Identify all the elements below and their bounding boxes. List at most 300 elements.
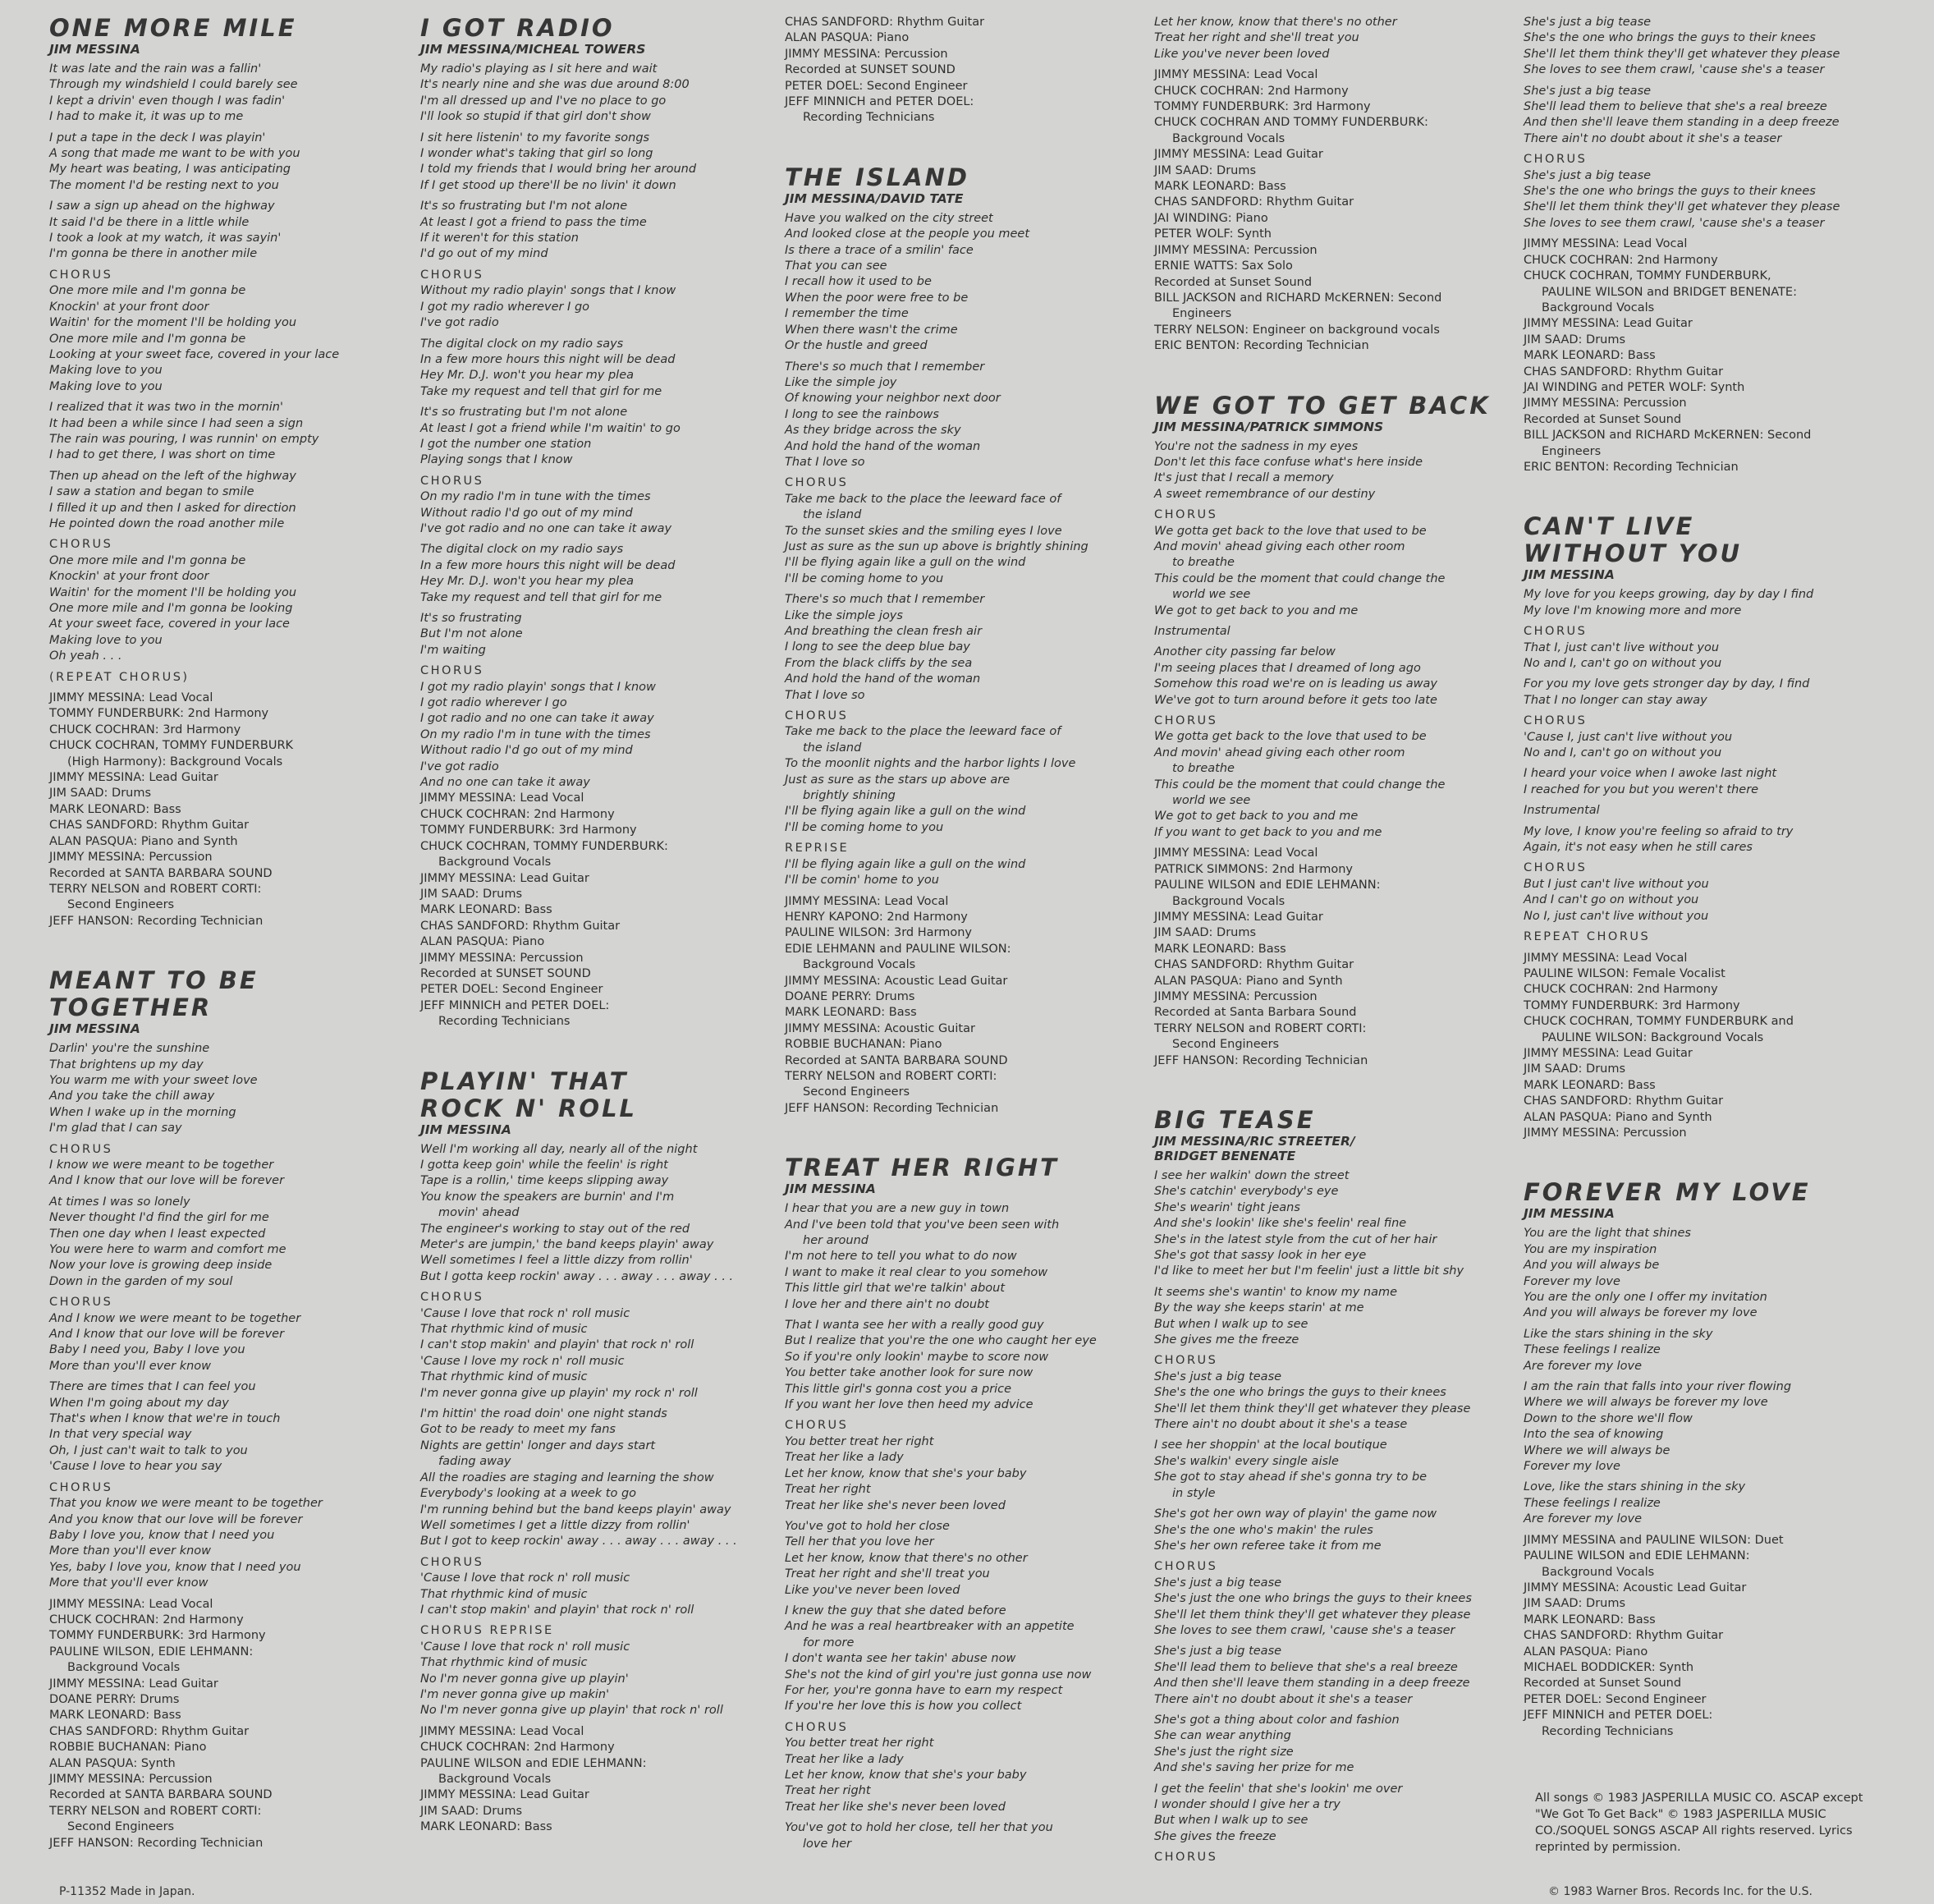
lyric-line: It's so frustrating but I'm not alone bbox=[420, 200, 628, 213]
musician-credit: HENRY KAPONO: 2nd Harmony bbox=[785, 910, 968, 924]
lyric-line: As they bridge across the sky bbox=[785, 424, 961, 438]
lyric-line: I'm never gonna give up makin' bbox=[420, 1687, 610, 1701]
lyric-line: I saw a sign up ahead on the highway bbox=[49, 200, 275, 213]
label-copyright: © 1983 Warner Bros. Records Inc. for the U.S. bbox=[1548, 1885, 1813, 1898]
lyric-line: Take me back to the place the leeward face of bbox=[785, 492, 1061, 506]
lyric-line: Without radio I'd go out of my mind bbox=[420, 744, 633, 758]
lyric-line: Down to the shore we'll flow bbox=[1524, 1411, 1693, 1425]
song-title-line: PLAYIN' THAT bbox=[420, 1067, 629, 1095]
lyrics-column bbox=[1154, 15, 1499, 1904]
lyric-line: You warm me with your sweet love bbox=[49, 1073, 258, 1087]
lyric-line: We've got to turn around before it gets too late bbox=[1154, 693, 1437, 707]
musician-credit: PETER DOEL: Second Engineer bbox=[785, 79, 968, 93]
section-label: CHORUS bbox=[785, 476, 849, 490]
musician-credit: CHAS SANDFORD: Rhythm Guitar bbox=[785, 16, 985, 29]
song-title-line: I GOT RADIO bbox=[420, 14, 615, 42]
lyric-line: fading away bbox=[438, 1455, 511, 1469]
lyric-line: She's got her own way of playin' the game now bbox=[1154, 1507, 1437, 1521]
lyric-line: But I gotta keep rockin' away . . . away . . . away . . . bbox=[420, 1269, 734, 1283]
lyric-line: 'Cause I love that rock n' roll music bbox=[420, 1571, 630, 1585]
lyric-line: She can wear anything bbox=[1154, 1729, 1291, 1743]
lyric-line: Making love to you bbox=[49, 633, 163, 647]
lyrics-column bbox=[1524, 15, 1885, 1778]
lyric-line: Love, like the stars shining in the sky bbox=[1524, 1480, 1746, 1494]
lyric-line: Let her know, know that there's no other bbox=[785, 1551, 1028, 1565]
section-label: CHORUS bbox=[1154, 508, 1218, 522]
lyric-line: I've got radio bbox=[420, 759, 499, 773]
lyric-line: I long to see the deep blue bay bbox=[785, 640, 970, 654]
copyright-notice: All songs © 1983 JASPERILLA MUSIC CO. ASCAP except "We Got To Get Back" © 1983 JASPERILLA MUSIC CO./SOQUEL SONGS ASCAP All rights reserved. Lyrics reprinted by permission. bbox=[1535, 1792, 1863, 1854]
lyric-line: One more mile and I'm gonna be bbox=[49, 284, 246, 298]
musician-credit: CHAS SANDFORD: Rhythm Guitar bbox=[49, 1724, 250, 1738]
section-label: CHORUS bbox=[785, 1720, 849, 1734]
section-label: CHORUS bbox=[1154, 714, 1218, 728]
lyric-line: I'm never gonna give up playin' my rock n' roll bbox=[420, 1386, 698, 1400]
musician-credit: JIMMY MESSINA: Percussion bbox=[49, 851, 213, 865]
lyric-line: Take my request and tell that girl for me bbox=[420, 384, 662, 398]
lyric-line: She's walkin' every single aisle bbox=[1154, 1454, 1339, 1468]
lyric-line: I'd like to meet her but I'm feelin' just a little bit shy bbox=[1154, 1264, 1464, 1278]
lyric-line: Are forever my love bbox=[1524, 1359, 1643, 1373]
musician-credit: Second Engineers bbox=[67, 1820, 175, 1834]
musician-credit: CHAS SANDFORD: Rhythm Guitar bbox=[1154, 195, 1354, 209]
musician-credit: MARK LEONARD: Bass bbox=[420, 1820, 552, 1834]
lyric-line: She's catchin' everybody's eye bbox=[1154, 1185, 1339, 1199]
musician-credit: CHAS SANDFORD: Rhythm Guitar bbox=[1524, 1094, 1724, 1108]
musician-credit: CHAS SANDFORD: Rhythm Guitar bbox=[1524, 1629, 1724, 1643]
musician-credit: MARK LEONARD: Bass bbox=[1524, 1078, 1656, 1092]
lyric-line: Well sometimes I feel a little dizzy from rollin' bbox=[420, 1254, 693, 1268]
lyric-line: I'm seeing places that I dreamed of long ago bbox=[1154, 661, 1421, 675]
lyric-line: Never thought I'd find the girl for me bbox=[49, 1211, 269, 1225]
lyric-line: Darlin' you're the sunshine bbox=[49, 1042, 210, 1056]
musician-credit: CHUCK COCHRAN, TOMMY FUNDERBURK and bbox=[1524, 1015, 1794, 1029]
musician-credit: Recording Technicians bbox=[803, 111, 935, 125]
lyric-line: It was late and the rain was a fallin' bbox=[49, 62, 262, 76]
lyric-line: I'll be coming home to you bbox=[785, 820, 944, 834]
musician-credit: ALAN PASQUA: Piano bbox=[1524, 1645, 1648, 1659]
lyric-line: In a few more hours this night will be dead bbox=[420, 558, 676, 572]
lyric-line: There ain't no doubt about it she's a tease bbox=[1154, 1418, 1408, 1432]
lyric-line: We got to get back to you and me bbox=[1154, 603, 1359, 617]
lyric-line: Instrumental bbox=[1154, 625, 1231, 638]
lyric-line: I'm gonna be there in another mile bbox=[49, 247, 258, 261]
lyric-line: I filled it up and then I asked for direction bbox=[49, 501, 296, 515]
musician-credit: ERNIE WATTS: Sax Solo bbox=[1154, 259, 1293, 273]
musician-credit: Background Vocals bbox=[1172, 131, 1286, 145]
musician-credit: MARK LEONARD: Bass bbox=[1524, 349, 1656, 363]
musician-credit: JEFF HANSON: Recording Technician bbox=[49, 1836, 264, 1850]
lyric-line: A song that made me want to be with you bbox=[49, 147, 300, 161]
lyric-line: Let her know, know that there's no other bbox=[1154, 16, 1397, 29]
musician-credit: MICHAEL BODDICKER: Synth bbox=[1524, 1660, 1694, 1674]
lyric-line: She's the one who's makin' the rules bbox=[1154, 1523, 1373, 1537]
musician-credit: CHUCK COCHRAN: 2nd Harmony bbox=[1154, 84, 1349, 98]
section-label: (REPEAT CHORUS) bbox=[49, 670, 190, 684]
lyric-line: for more bbox=[803, 1636, 855, 1649]
lyric-line: Of knowing your neighbor next door bbox=[785, 392, 1001, 406]
musician-credit: PAULINE WILSON and BRIDGET BENENATE: bbox=[1542, 285, 1797, 299]
musician-credit: TERRY NELSON: Engineer on background vocals bbox=[1154, 323, 1440, 337]
musician-credit: PAULINE WILSON, EDIE LEHMANN: bbox=[49, 1645, 254, 1659]
lyric-line: And no one can take it away bbox=[420, 776, 590, 790]
section-label: REPRISE bbox=[785, 842, 850, 856]
lyric-line: I had to get there, I was short on time bbox=[49, 448, 276, 462]
musician-credit: JIMMY MESSINA: Percussion bbox=[49, 1773, 213, 1786]
lyric-line: Treat her like she's never been loved bbox=[785, 1800, 1006, 1814]
lyric-line: She'll let them think they'll get whatever they please bbox=[1154, 1608, 1471, 1622]
lyric-line: Like you've never been loved bbox=[785, 1583, 960, 1597]
musician-credit: BILL JACKSON and RICHARD McKERNEN: Second bbox=[1524, 429, 1812, 443]
lyric-line: I'll be flying again like a gull on the wind bbox=[785, 805, 1026, 819]
section-label: CHORUS bbox=[1524, 861, 1588, 875]
song-title bbox=[1524, 1179, 1885, 1206]
lyric-line: Treat her like a lady bbox=[785, 1752, 904, 1766]
lyric-line: Treat her right and she'll treat you bbox=[785, 1567, 990, 1581]
musician-credit: Background Vocals bbox=[438, 856, 552, 869]
lyric-line: Like the simple joy bbox=[785, 375, 897, 389]
lyric-line: The engineer's working to stay out of the red bbox=[420, 1222, 690, 1236]
musician-credit: JIMMY MESSINA: Lead Guitar bbox=[1524, 1046, 1693, 1060]
song-block bbox=[1154, 15, 1499, 355]
musician-credit: JAI WINDING: Piano bbox=[1154, 211, 1268, 225]
lyric-line: You better treat her right bbox=[785, 1737, 934, 1750]
lyric-line: There's so much that I remember bbox=[785, 360, 985, 374]
lyric-line: I kept a drivin' even though I was fadin' bbox=[49, 94, 286, 108]
lyric-line: The rain was pouring, I was runnin' on empty bbox=[49, 432, 319, 446]
lyric-line: 'Cause I, just can't live without you bbox=[1524, 730, 1733, 744]
lyric-line: And I know that our love will be forever bbox=[49, 1174, 285, 1188]
lyric-line: At least I got a friend to pass the time bbox=[420, 215, 647, 229]
musician-credit: JIMMY MESSINA: Lead Vocal bbox=[49, 1597, 213, 1611]
lyric-line: It's so frustrating but I'm not alone bbox=[420, 406, 628, 420]
lyric-line: Like the simple joys bbox=[785, 608, 903, 622]
lyric-line: I got the number one station bbox=[420, 437, 592, 451]
musician-credit: Recorded at SANTA BARBARA SOUND bbox=[49, 866, 273, 880]
lyric-line: Meter's are jumpin,' the band keeps playin' away bbox=[420, 1238, 714, 1251]
lyric-line: But when I walk up to see bbox=[1154, 1317, 1308, 1331]
lyric-line: I reached for you but you weren't there bbox=[1524, 782, 1759, 796]
lyric-line: If you want her love then heed my advice bbox=[785, 1398, 1033, 1412]
musician-credit: CHUCK COCHRAN: 2nd Harmony bbox=[420, 1741, 615, 1755]
lyric-line: One more mile and I'm gonna be looking bbox=[49, 602, 293, 615]
musician-credit: JAI WINDING and PETER WOLF: Synth bbox=[1524, 380, 1745, 394]
lyric-line: It's nearly nine and she was due around 8:00 bbox=[420, 78, 690, 92]
lyric-line: She'll lead them to believe that she's a real breeze bbox=[1154, 1660, 1458, 1674]
lyric-line: Without radio I'd go out of my mind bbox=[420, 506, 633, 520]
lyric-line: These feelings I realize bbox=[1524, 1496, 1661, 1510]
lyric-line: You've got to hold her close, tell her that you bbox=[785, 1821, 1053, 1835]
musician-credit: JIMMY MESSINA: Lead Vocal bbox=[49, 691, 213, 705]
song-title bbox=[420, 1068, 765, 1122]
musician-credit: Background Vocals bbox=[67, 1661, 181, 1675]
lyric-line: No I'm never gonna give up playin' bbox=[420, 1672, 629, 1686]
lyric-line: I'm all dressed up and I've no place to go bbox=[420, 94, 667, 108]
lyric-line: I'll be coming home to you bbox=[785, 571, 944, 585]
lyric-line: to breathe bbox=[1172, 556, 1235, 570]
lyric-line: 'Cause I love that rock n' roll music bbox=[420, 1306, 630, 1320]
musician-credit: CHAS SANDFORD: Rhythm Guitar bbox=[1154, 958, 1354, 972]
lyric-line: Treat her right bbox=[785, 1483, 871, 1497]
section-label: CHORUS bbox=[420, 1555, 484, 1569]
musician-credit: JIM SAAD: Drums bbox=[420, 887, 523, 901]
lyric-line: That rhythmic kind of music bbox=[420, 1656, 588, 1670]
musician-credit: CHUCK COCHRAN: 2nd Harmony bbox=[1524, 983, 1718, 997]
lyric-line: You are the only one I offer my invitation bbox=[1524, 1291, 1767, 1304]
lyric-line: movin' ahead bbox=[438, 1206, 520, 1220]
lyric-line: Just as sure as the stars up above are bbox=[785, 773, 1011, 787]
lyric-line: If I get stood up there'll be no livin' it down bbox=[420, 178, 676, 192]
lyric-line: She's just a big tease bbox=[1524, 168, 1652, 182]
lyric-line: One more mile and I'm gonna be bbox=[49, 553, 246, 567]
musician-credit: PETER DOEL: Second Engineer bbox=[420, 983, 603, 997]
lyric-line: I'm not here to tell you what to do now bbox=[785, 1250, 1017, 1264]
song-block bbox=[1154, 1107, 1499, 1866]
lyric-line: When I wake up in the morning bbox=[49, 1105, 236, 1119]
lyric-line: No I, just can't live without you bbox=[1524, 909, 1709, 923]
musician-credit: MARK LEONARD: Bass bbox=[49, 802, 181, 816]
lyric-line: If you want to get back to you and me bbox=[1154, 825, 1382, 839]
musician-credit: ERIC BENTON: Recording Technician bbox=[1524, 460, 1739, 474]
section-label: CHORUS bbox=[420, 664, 484, 678]
musician-credit: JIMMY MESSINA: Lead Guitar bbox=[1154, 148, 1323, 162]
lyric-line: Nights are gettin' longer and days start bbox=[420, 1438, 656, 1452]
lyric-line: That I no longer can stay away bbox=[1524, 693, 1707, 707]
lyric-line: She's just a big tease bbox=[1154, 1370, 1282, 1383]
lyric-line: I'll be flying again like a gull on the wind bbox=[785, 556, 1026, 570]
lyric-line: I'll be comin' home to you bbox=[785, 874, 939, 888]
lyric-line: Or the hustle and greed bbox=[785, 339, 928, 353]
lyric-line: Treat her right and she'll treat you bbox=[1154, 31, 1359, 45]
musician-credit: MARK LEONARD: Bass bbox=[785, 1006, 917, 1020]
songwriter-credit: JIM MESSINA bbox=[49, 1021, 140, 1037]
musician-credit: JIM SAAD: Drums bbox=[1524, 1062, 1626, 1076]
musician-credit: JIMMY MESSINA: Lead Vocal bbox=[420, 1724, 584, 1738]
lyric-line: That I, just can't live without you bbox=[1524, 640, 1720, 654]
lyric-line: Then up ahead on the left of the highway bbox=[49, 469, 296, 483]
musician-credit: Second Engineers bbox=[803, 1085, 910, 1099]
songwriter-credit: JIM MESSINA bbox=[1524, 1206, 1615, 1222]
musician-credit: JIMMY MESSINA: Percussion bbox=[1154, 989, 1318, 1003]
musician-credit: TOMMY FUNDERBURK: 2nd Harmony bbox=[49, 707, 269, 721]
lyric-line: But I'm not alone bbox=[420, 627, 523, 641]
musician-credit: PATRICK SIMMONS: 2nd Harmony bbox=[1154, 862, 1354, 876]
lyric-line: Treat her right bbox=[785, 1784, 871, 1798]
lyric-line: I recall how it used to be bbox=[785, 275, 932, 289]
lyric-line: Into the sea of knowing bbox=[1524, 1428, 1664, 1442]
lyric-line: Well I'm working all day, nearly all of the night bbox=[420, 1142, 698, 1156]
lyric-line: And she's saving her prize for me bbox=[1154, 1761, 1354, 1775]
catalog-number: P-11352 Made in Japan. bbox=[59, 1885, 195, 1898]
musician-credit: TERRY NELSON and ROBERT CORTI: bbox=[49, 882, 262, 896]
musician-credit: Second Engineers bbox=[1172, 1038, 1280, 1052]
lyric-line: For her, you're gonna have to earn my respect bbox=[785, 1683, 1063, 1697]
musician-credit: JEFF HANSON: Recording Technician bbox=[785, 1101, 999, 1115]
lyric-line: She loves to see them crawl, 'cause she's a teaser bbox=[1524, 216, 1825, 230]
lyric-line: And breathing the clean fresh air bbox=[785, 625, 983, 638]
lyric-line: You've got to hold her close bbox=[785, 1519, 950, 1533]
song-title-line: ROCK N' ROLL bbox=[420, 1094, 638, 1122]
lyric-line: I've got radio bbox=[420, 316, 499, 330]
section-label: CHORUS REPRISE bbox=[420, 1624, 554, 1638]
song-block bbox=[1524, 15, 1885, 475]
lyrics-column bbox=[785, 15, 1130, 1890]
lyric-line: And I know we were meant to be together bbox=[49, 1311, 301, 1325]
song-block bbox=[420, 1068, 765, 1836]
lyric-line: Treat her like she's never been loved bbox=[785, 1498, 1006, 1512]
lyric-line: One more mile and I'm gonna be bbox=[49, 332, 246, 346]
lyric-line: My love I'm knowing more and more bbox=[1524, 603, 1742, 617]
section-label: REPEAT CHORUS bbox=[1524, 930, 1651, 944]
lyric-line: And I know that our love will be forever bbox=[49, 1328, 285, 1342]
lyric-line: The moment I'd be resting next to you bbox=[49, 178, 279, 192]
musician-credit: CHUCK COCHRAN, TOMMY FUNDERBURK, bbox=[1524, 269, 1771, 283]
lyric-line: I knew the guy that she dated before bbox=[785, 1603, 1006, 1617]
lyric-line: And looked close at the people you meet bbox=[785, 227, 1030, 241]
lyric-line: I can't stop makin' and playin' that rock n' roll bbox=[420, 1603, 694, 1617]
lyric-line: Through my windshield I could barely see bbox=[49, 78, 298, 92]
musician-credit: JEFF MINNICH and PETER DOEL: bbox=[1524, 1709, 1713, 1723]
songwriter-credit: JIM MESSINA/DAVID TATE bbox=[785, 190, 964, 206]
lyric-line: That brightens up my day bbox=[49, 1058, 204, 1071]
lyric-line: She's just a big tease bbox=[1524, 84, 1652, 98]
musician-credit: JIMMY MESSINA: Lead Vocal bbox=[420, 791, 584, 805]
lyric-line: A sweet remembrance of our destiny bbox=[1154, 487, 1376, 501]
musician-credit: ROBBIE BUCHANAN: Piano bbox=[49, 1741, 207, 1755]
musician-credit: TERRY NELSON and ROBERT CORTI: bbox=[49, 1804, 262, 1818]
song-title bbox=[785, 164, 1130, 191]
musician-credit: JIMMY MESSINA: Acoustic Lead Guitar bbox=[1524, 1581, 1747, 1594]
lyric-line: the island bbox=[803, 741, 862, 755]
lyric-line: You are my inspiration bbox=[1524, 1242, 1657, 1256]
lyric-line: I'm running behind but the band keeps playin' away bbox=[420, 1503, 731, 1516]
lyric-line: I had to make it, it was up to me bbox=[49, 110, 244, 124]
lyrics-column bbox=[420, 15, 765, 1874]
lyric-line: world we see bbox=[1172, 588, 1251, 602]
musician-credit: PAULINE WILSON and EDIE LEHMANN: bbox=[1524, 1549, 1750, 1563]
musician-credit: JIM SAAD: Drums bbox=[1524, 333, 1626, 346]
musician-credit: JIM SAAD: Drums bbox=[1154, 163, 1257, 177]
lyric-line: Down in the garden of my soul bbox=[49, 1274, 233, 1288]
lyric-line: She loves to see them crawl, 'cause she's a teaser bbox=[1154, 1623, 1455, 1637]
lyric-line: I'm hittin' the road doin' one night stands bbox=[420, 1407, 667, 1421]
musician-credit: TERRY NELSON and ROBERT CORTI: bbox=[785, 1069, 997, 1083]
musician-credit: DOANE PERRY: Drums bbox=[785, 989, 915, 1003]
lyric-line: I long to see the rainbows bbox=[785, 407, 939, 421]
lyric-line: I'd go out of my mind bbox=[420, 247, 548, 261]
lyric-line: to breathe bbox=[1172, 762, 1235, 776]
lyric-line: This little girl's gonna cost you a price bbox=[785, 1382, 1012, 1396]
lyric-line: Hey Mr. D.J. won't you hear my plea bbox=[420, 369, 635, 383]
songwriter-credit: JIM MESSINA/MICHEAL TOWERS bbox=[420, 42, 646, 57]
musician-credit: JIM SAAD: Drums bbox=[1524, 1597, 1626, 1611]
lyric-line: For you my love gets stronger day by day, I find bbox=[1524, 677, 1810, 691]
lyric-line: She's got a thing about color and fashion bbox=[1154, 1713, 1400, 1727]
lyric-line: brightly shining bbox=[803, 789, 896, 803]
lyric-line: My radio's playing as I sit here and wait bbox=[420, 62, 658, 76]
lyric-line: Don't let this face confuse what's here inside bbox=[1154, 455, 1423, 469]
lyric-line: Take me back to the place the leeward face of bbox=[785, 725, 1061, 739]
lyric-line: I got my radio wherever I go bbox=[420, 300, 590, 314]
song-title-line: THE ISLAND bbox=[785, 163, 969, 191]
musician-credit: MARK LEONARD: Bass bbox=[1154, 942, 1286, 956]
musician-credit: JIMMY MESSINA: Lead Vocal bbox=[785, 894, 949, 908]
lyric-line: Again, it's not easy when he still cares bbox=[1524, 841, 1753, 855]
lyric-line: I'll look so stupid if that girl don't show bbox=[420, 110, 651, 124]
lyric-line: That I love so bbox=[785, 455, 865, 469]
musician-credit: Background Vocals bbox=[1542, 1565, 1655, 1579]
musician-credit: TOMMY FUNDERBURK: 3rd Harmony bbox=[1154, 100, 1371, 114]
lyric-line: I see her shoppin' at the local boutique bbox=[1154, 1438, 1387, 1452]
musician-credit: Second Engineers bbox=[67, 898, 175, 912]
lyric-line: She loves to see them crawl, 'cause she's a teaser bbox=[1524, 63, 1825, 77]
musician-credit: PAULINE WILSON: 3rd Harmony bbox=[785, 926, 972, 940]
section-label: CHORUS bbox=[785, 709, 849, 723]
song-title-line: TREAT HER RIGHT bbox=[785, 1154, 1059, 1182]
lyric-line: in style bbox=[1172, 1486, 1216, 1500]
lyric-line: There ain't no doubt about it she's a teaser bbox=[1154, 1692, 1413, 1706]
lyric-line: And you will always be bbox=[1524, 1259, 1660, 1273]
lyric-line: Yes, baby I love you, know that I need you bbox=[49, 1560, 301, 1574]
musician-credit: JIM SAAD: Drums bbox=[49, 787, 152, 801]
musician-credit: ALAN PASQUA: Piano bbox=[785, 31, 910, 45]
section-label: CHORUS bbox=[420, 474, 484, 488]
lyric-line: I'm glad that I can say bbox=[49, 1122, 182, 1136]
lyric-line: Hey Mr. D.J. won't you hear my plea bbox=[420, 575, 635, 589]
lyric-line: She'll let them think they'll get whatever they please bbox=[1154, 1402, 1471, 1415]
lyric-line: Another city passing far below bbox=[1154, 645, 1336, 659]
lyric-line: Tape is a rollin,' time keeps slipping away bbox=[420, 1174, 669, 1188]
musician-credit: JIM SAAD: Drums bbox=[420, 1804, 523, 1818]
lyric-line: You better take another look for sure now bbox=[785, 1366, 1033, 1380]
lyric-line: To the moonlit nights and the harbor lights I love bbox=[785, 757, 1076, 771]
lyric-line: I realized that it was two in the mornin' bbox=[49, 401, 283, 415]
lyric-line: the island bbox=[803, 508, 862, 522]
lyric-line: Take my request and tell that girl for me bbox=[420, 590, 662, 604]
musician-credit: JEFF HANSON: Recording Technician bbox=[1154, 1053, 1368, 1067]
lyric-line: She gives the freeze bbox=[1154, 1829, 1276, 1843]
lyric-line: I wonder what's taking that girl so long bbox=[420, 147, 653, 161]
musician-credit: Recorded at SUNSET SOUND bbox=[785, 63, 956, 77]
lyric-line: And you know that our love will be forever bbox=[49, 1512, 303, 1526]
lyric-line: Tell her that you love her bbox=[785, 1535, 934, 1549]
song-block bbox=[1524, 1179, 1885, 1740]
lyric-line: I'm waiting bbox=[420, 643, 486, 657]
musician-credit: CHAS SANDFORD: Rhythm Guitar bbox=[1524, 365, 1724, 379]
lyric-line: To the sunset skies and the smiling eyes I love bbox=[785, 524, 1062, 538]
lyric-line: And then she'll leave them standing in a deep freeze bbox=[1524, 116, 1840, 130]
lyric-line: I love her and there ain't no doubt bbox=[785, 1297, 989, 1311]
lyric-line: And I've been told that you've been seen with bbox=[785, 1218, 1060, 1232]
lyric-line: We got to get back to you and me bbox=[1154, 810, 1359, 824]
lyric-line: More than you'll ever know bbox=[49, 1359, 212, 1373]
musician-credit: PAULINE WILSON and EDIE LEHMANN: bbox=[420, 1756, 647, 1770]
lyric-line: I got my radio playin' songs that I know bbox=[420, 680, 656, 694]
lyric-line: Without my radio playin' songs that I know bbox=[420, 284, 676, 298]
lyric-line: 'Cause I love to hear you say bbox=[49, 1460, 222, 1474]
musician-credit: ALAN PASQUA: Piano and Synth bbox=[49, 834, 238, 848]
song-title-line: CAN'T LIVE bbox=[1524, 512, 1695, 541]
songwriter-credit: JIM MESSINA/PATRICK SIMMONS bbox=[1154, 419, 1384, 434]
lyric-line: It's so frustrating bbox=[420, 612, 522, 625]
lyric-line: At least I got a friend while I'm waitin' to go bbox=[420, 421, 681, 435]
lyric-line: I gotta keep goin' while the feelin' is right bbox=[420, 1158, 668, 1172]
musician-credit: JIMMY MESSINA: Lead Vocal bbox=[1524, 237, 1688, 251]
song-title bbox=[49, 15, 394, 42]
songwriter-credit: JIM MESSINA bbox=[785, 1181, 876, 1197]
musician-credit: JIMMY MESSINA: Percussion bbox=[420, 951, 584, 965]
lyric-line: I remember the time bbox=[785, 307, 909, 321]
